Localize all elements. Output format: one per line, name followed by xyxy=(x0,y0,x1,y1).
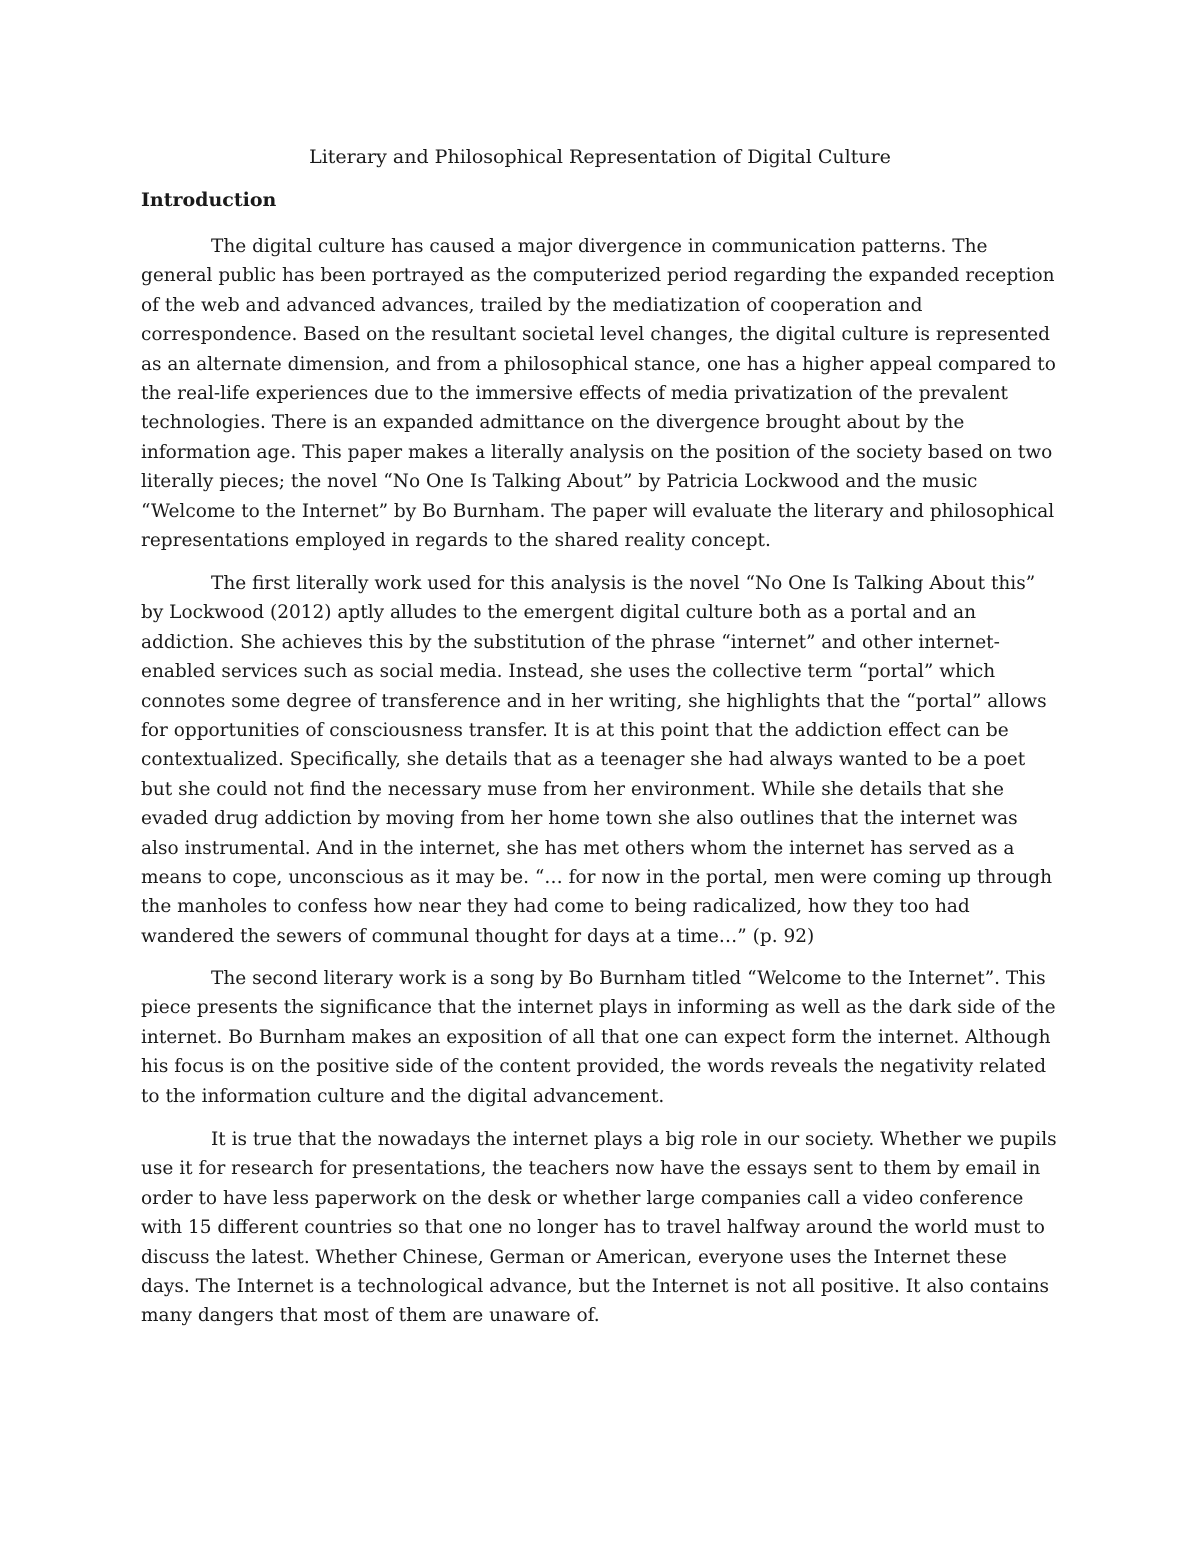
paragraph-3: The second literary work is a song by Bo Burnham titled “Welcome to the Internet”. This piece presents the significance that the internet plays in informing as well as the dark side of the internet. Bo Burnham makes an exposition of all that one can expect form the internet. Although his focus is on the positive side of the content provided, the words reveals the negativity related to the information culture and the digital advancement. xyxy=(141,968,1056,1107)
document-title: Literary and Philosophical Representation of Digital Culture xyxy=(309,146,891,168)
paragraph-1: The digital culture has caused a major divergence in communication patterns. The general public has been portrayed as the computerized period regarding the expanded reception of the web and advanced advances, trailed by the mediatization of cooperation and correspondence. Based on the resultant societal level changes, the digital culture is represented as an alternate dimension, and from a philosophical stance, one has a higher appeal compared to the real-life experiences due to the immersive effects of media privatization of the prevalent technologies. There is an expanded admittance on the divergence brought about by the information age. This paper makes a literally analysis on the position of the society based on two literally pieces; the novel “No One Is Talking About” by Patricia Lockwood and the music “Welcome to the Internet” by Bo Burnham. The paper will evaluate the literary and philosophical representations employed in regards to the shared reality concept. xyxy=(141,236,1056,552)
paragraph-4: It is true that the nowadays the internet plays a big role in our society. Whether we pupils use it for research for presentations, the teachers now have the essays sent to them by email in order to have less paperwork on the desk or whether large companies call a video conference with 15 different countries so that one no longer has to travel halfway around the world must to discuss the latest. Whether Chinese, German or American, everyone uses the Internet these days. The Internet is a technological advance, but the Internet is not all positive. It also contains many dangers that most of them are unaware of. xyxy=(141,1129,1057,1327)
paragraph-2: The first literally work used for this analysis is the novel “No One Is Talking About this” by Lockwood (2012) aptly alludes to the emergent digital culture both as a portal and an addiction. She achieves this by the substitution of the phrase “internet” and other internet-enabled services such as social media. Instead, she uses the collective term “portal” which connotes some degree of transference and in her writing, she highlights that the “portal” allows for opportunities of consciousness transfer. It is at this point that the addiction effect can be contextualized. Specifically, she details that as a teenager she had always wanted to be a poet but she could not find the necessary muse from her environment. While she details that she evaded drug addiction by moving from her home town she also outlines that the internet was also instrumental. And in the internet, she has met others whom the internet has served as a means to cope, unconscious as it may be. “… for now in the portal, men were coming up through the manholes to confess how near they had come to being radicalized, how they too had wandered the sewers of communal thought for days at a time…” (p. 92) xyxy=(141,573,1052,947)
section-heading-introduction: Introduction xyxy=(141,189,277,211)
